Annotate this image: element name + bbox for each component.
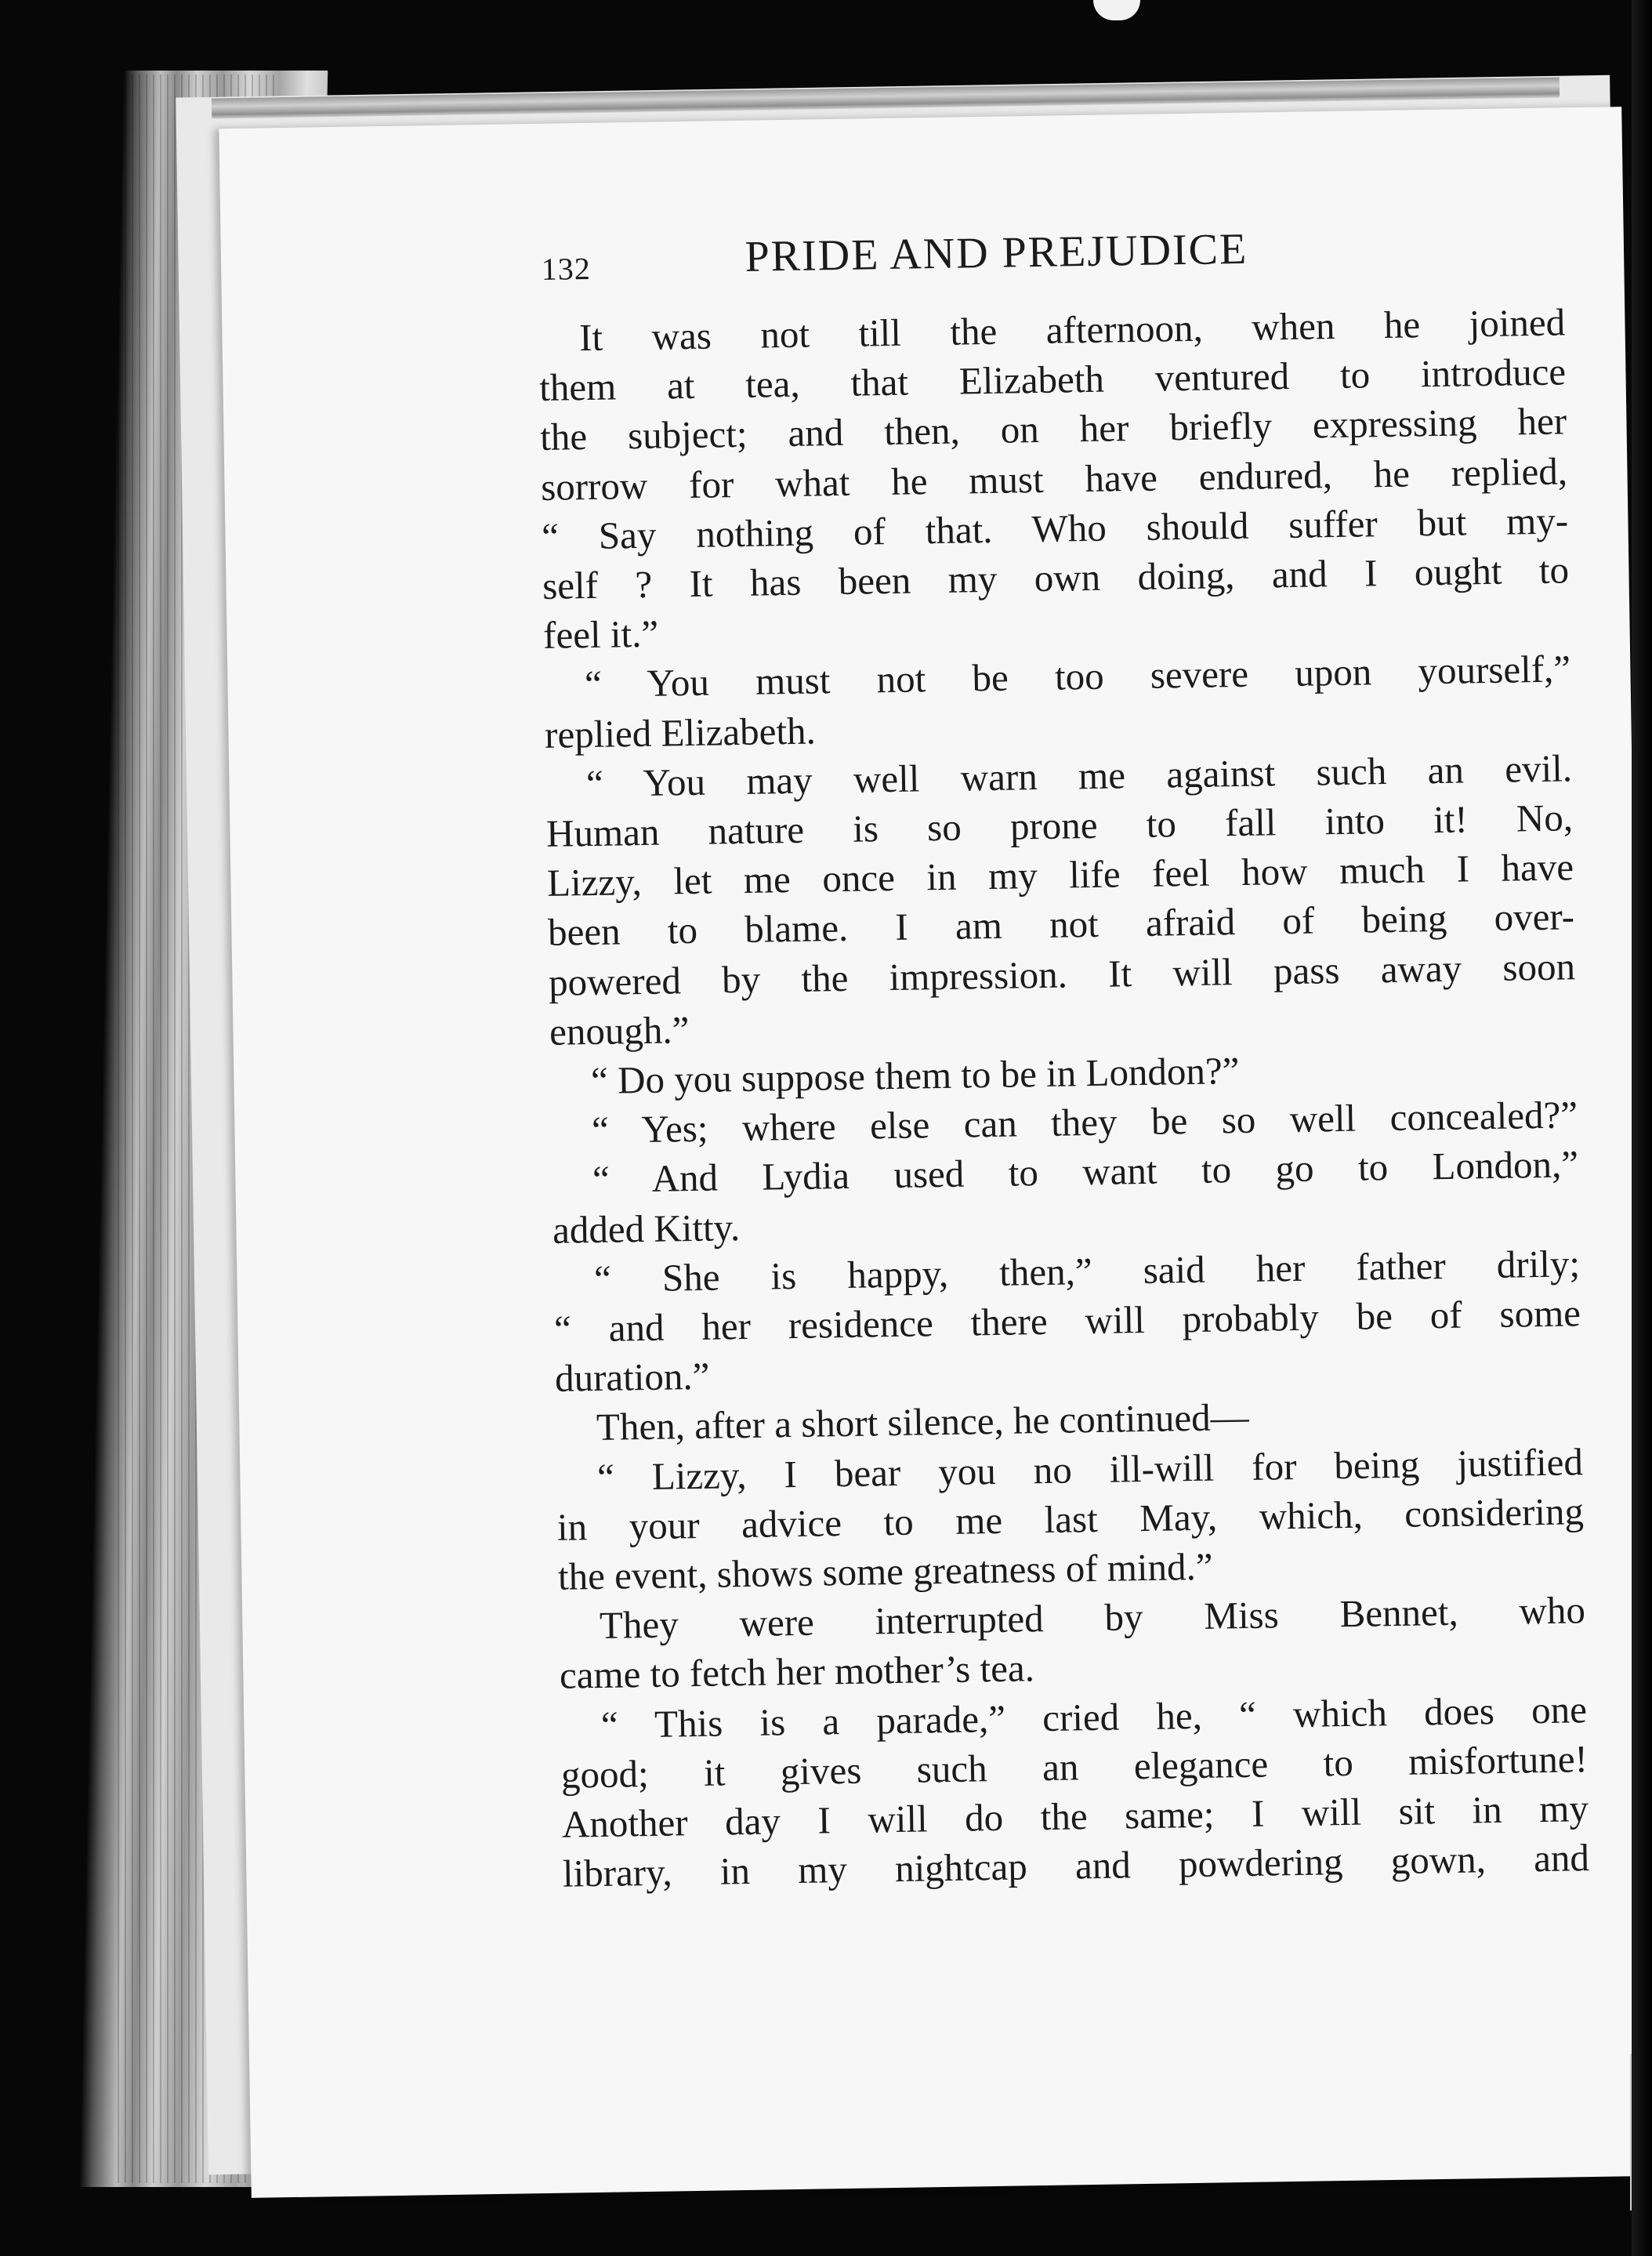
text-line: “ You may well warn me against such an evil. xyxy=(585,746,1573,805)
text-line: them at tea, that Elizabeth ventured to introduce xyxy=(538,350,1567,410)
text-line: “ She is happy, then,” said her father drily; xyxy=(593,1242,1581,1300)
text-line: added Kitty. xyxy=(552,1205,741,1252)
page-number: 132 xyxy=(541,250,592,287)
text-line: library, in my nightcap and powdering gown, and xyxy=(562,1836,1590,1896)
text-line: “ This is a parade,” cried he, “ which does one xyxy=(600,1687,1588,1746)
text-line: Human nature is so prone to fall into it! No, xyxy=(545,796,1574,855)
text-line: Another day I will do the same; I will sit in my xyxy=(561,1786,1589,1846)
text-line: the event, shows some greatness of mind.” xyxy=(557,1544,1213,1598)
text-line: replied Elizabeth. xyxy=(544,709,817,756)
running-title: PRIDE AND PREJUDICE xyxy=(744,224,1248,281)
text-line: “ Do you suppose them to be in London?” xyxy=(590,1049,1240,1103)
text-line: “ Say nothing of that. Who should suffer but my- xyxy=(541,499,1569,558)
text-line: in your advice to me last May, which, considering xyxy=(556,1489,1585,1549)
text-line: came to fetch her mother’s tea. xyxy=(559,1646,1035,1698)
text-line: duration.” xyxy=(554,1354,710,1401)
body-text xyxy=(538,297,1590,1899)
page-text-block xyxy=(537,211,1589,1899)
text-line: “ and her residence there will probably be of some xyxy=(553,1291,1581,1351)
text-line: good; it gives such an elegance to misfortune! xyxy=(560,1737,1589,1797)
text-line: the subject; and then, on her briefly expressing her xyxy=(539,399,1567,459)
text-line: Then, after a short silence, he continued— xyxy=(596,1395,1250,1449)
text-line: “ You must not be too severe upon yourself,” xyxy=(584,647,1571,706)
text-line: Lizzy, let me once in my life feel how much I have xyxy=(546,845,1574,905)
text-line: “ Yes; where else can they be so well concealed?” xyxy=(591,1093,1578,1152)
text-line: feel it.” xyxy=(542,611,659,658)
scan-artifact xyxy=(1093,0,1140,20)
text-line: “ Lizzy, I bear you no ill-will for being justified xyxy=(596,1439,1584,1499)
text-line: been to blame. I am not afraid of being over- xyxy=(547,894,1575,955)
text-line: It was not till the afternoon, when he joined xyxy=(578,300,1566,360)
scan-border xyxy=(1632,0,1652,2256)
text-line: “ And Lydia used to want to go to London,” xyxy=(592,1142,1579,1202)
page-header xyxy=(537,211,1565,314)
text-line: self ? It has been my own doing, and I ought to xyxy=(542,548,1570,608)
text-line: sorrow for what he must have endured, he replied, xyxy=(540,448,1568,509)
text-line: powered by the impression. It will pass away soon xyxy=(548,944,1576,1004)
text-line: They were interrupted by Miss Bennet, who xyxy=(599,1588,1586,1648)
text-line: enough.” xyxy=(549,1007,690,1054)
